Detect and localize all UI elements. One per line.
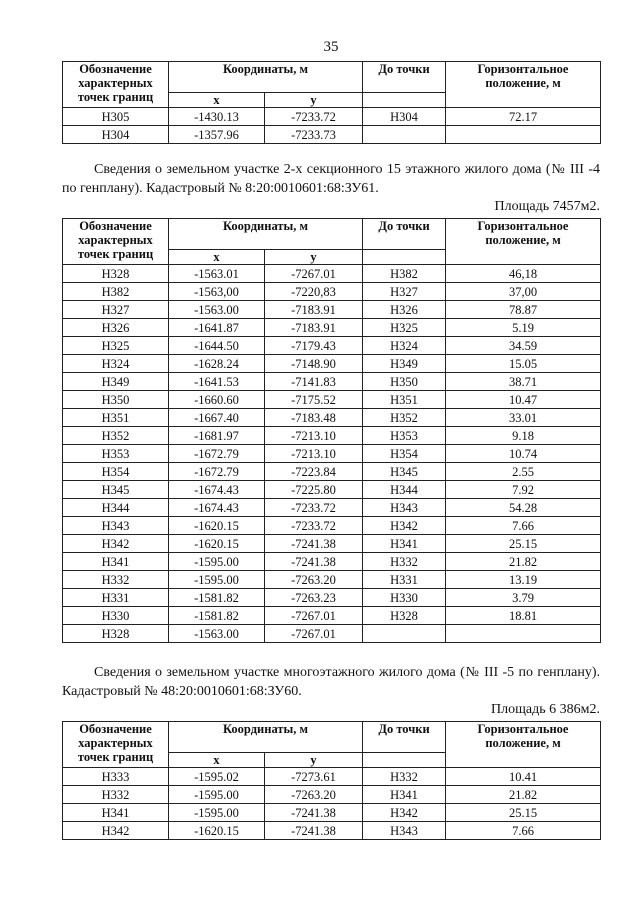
table-row [63,319,601,337]
cell-point: Н341 [63,804,169,822]
cell-x: -1674.43 [169,499,265,517]
cell-to-point: Н327 [363,283,446,301]
cell-point: Н332 [63,571,169,589]
cell-to-point: Н345 [363,463,446,481]
cell-distance: 46,18 [446,265,601,283]
cell-x: -1644.50 [169,337,265,355]
plot-area-2: Площадь 6 386м2. [491,702,600,717]
cell-point: Н304 [63,126,169,144]
header-x: x [169,250,265,265]
cell-y: -7223.84 [265,463,363,481]
cell-distance: 18.81 [446,607,601,625]
cell-point: Н333 [63,768,169,786]
table-row [63,625,601,643]
table-row [63,427,601,445]
header-designation: Обозначение характерных точек границ [63,62,169,108]
cell-point: Н330 [63,607,169,625]
cell-to-point: Н341 [363,535,446,553]
cell-distance: 7.66 [446,822,601,840]
header-horizontal: Горизонтальное положение, м [446,219,601,265]
cell-y: -7267.01 [265,607,363,625]
cell-point: Н327 [63,301,169,319]
cell-y: -7273.61 [265,768,363,786]
header-to-point: До точки [363,219,446,250]
page-number: 35 [323,39,339,55]
cell-x: -1595.00 [169,804,265,822]
header-horizontal: Горизонтальное положение, м [446,62,601,108]
table-row [63,337,601,355]
cell-y: -7241.38 [265,804,363,822]
plot-area-1: Площадь 7457м2. [494,199,600,214]
table-row [63,301,601,319]
cell-x: -1667.40 [169,409,265,427]
cell-distance: 9.18 [446,427,601,445]
cell-to-point: Н330 [363,589,446,607]
cell-to-point: Н332 [363,768,446,786]
table-row [63,535,601,553]
table-row [63,517,601,535]
cell-y: -7220,83 [265,283,363,301]
cell-y: -7233.72 [265,517,363,535]
cell-point: Н344 [63,499,169,517]
header-y: y [265,753,363,768]
cell-y: -7263.20 [265,571,363,589]
cell-distance [446,625,601,643]
cell-to-point: Н304 [363,108,446,126]
header-empty [363,753,446,768]
cell-y: -7213.10 [265,445,363,463]
cell-x: -1660.60 [169,391,265,409]
cell-distance: 10.41 [446,768,601,786]
cell-to-point: Н331 [363,571,446,589]
cell-distance: 2.55 [446,463,601,481]
cell-distance: 21.82 [446,553,601,571]
cell-to-point: Н341 [363,786,446,804]
document-page [62,0,600,840]
cell-to-point: Н353 [363,427,446,445]
cell-x: -1620.15 [169,517,265,535]
cell-point: Н332 [63,786,169,804]
cell-point: Н342 [63,822,169,840]
table-row [63,283,601,301]
cell-point: Н342 [63,535,169,553]
cell-point: Н350 [63,391,169,409]
header-y: y [265,250,363,265]
table-row [63,126,601,144]
cell-y: -7175.52 [265,391,363,409]
table-row [63,822,601,840]
cell-point: Н354 [63,463,169,481]
table-row [63,265,601,283]
header-to-point: До точки [363,62,446,93]
plot-description-1: Сведения о земельном участке 2-х секционного 15 этажного жилого дома (№ III -4 по генплану). Кадастровый № 8:20:0010601:68:ЗУ61. [62,162,600,196]
cell-point: Н353 [63,445,169,463]
cell-point: Н341 [63,553,169,571]
cell-distance: 34.59 [446,337,601,355]
cell-point: Н349 [63,373,169,391]
cell-y: -7179.43 [265,337,363,355]
cell-y: -7183.48 [265,409,363,427]
table-row [63,768,601,786]
header-coordinates: Координаты, м [169,62,363,93]
cell-distance: 10.47 [446,391,601,409]
cell-distance: 72.17 [446,108,601,126]
table-row [63,445,601,463]
coordinates-table-1 [62,61,601,144]
cell-x: -1563.00 [169,301,265,319]
cell-y: -7233.72 [265,499,363,517]
cell-x: -1595.00 [169,553,265,571]
cell-to-point: Н324 [363,337,446,355]
cell-y: -7263.20 [265,786,363,804]
cell-x: -1674.43 [169,481,265,499]
header-y: y [265,93,363,108]
cell-distance: 21.82 [446,786,601,804]
table-row [63,589,601,607]
cell-point: Н382 [63,283,169,301]
cell-to-point: Н342 [363,517,446,535]
table-row [63,355,601,373]
cell-x: -1357.96 [169,126,265,144]
cell-distance: 7.92 [446,481,601,499]
cell-to-point: Н326 [363,301,446,319]
table-row [63,804,601,822]
cell-to-point [363,126,446,144]
cell-x: -1595.00 [169,571,265,589]
cell-to-point: Н351 [363,391,446,409]
table-row [63,391,601,409]
cell-x: -1620.15 [169,822,265,840]
header-coordinates: Координаты, м [169,219,363,250]
cell-point: Н328 [63,625,169,643]
cell-x: -1681.97 [169,427,265,445]
cell-x: -1620.15 [169,535,265,553]
cell-y: -7263.23 [265,589,363,607]
cell-x: -1672.79 [169,445,265,463]
cell-y: -7241.38 [265,553,363,571]
cell-y: -7241.38 [265,535,363,553]
cell-y: -7213.10 [265,427,363,445]
header-empty [363,93,446,108]
header-designation: Обозначение характерных точек границ [63,722,169,768]
cell-x: -1628.24 [169,355,265,373]
cell-y: -7267.01 [265,625,363,643]
table-row [63,786,601,804]
cell-distance: 5.19 [446,319,601,337]
cell-point: Н345 [63,481,169,499]
cell-distance: 78.87 [446,301,601,319]
cell-y: -7183.91 [265,319,363,337]
header-x: x [169,93,265,108]
table-row [63,108,601,126]
cell-y: -7241.38 [265,822,363,840]
cell-point: Н326 [63,319,169,337]
cell-distance: 38.71 [446,373,601,391]
cell-distance: 54.28 [446,499,601,517]
plot-description-2: Сведения о земельном участке многоэтажного жилого дома (№ III -5 по генплану). Кадастровый № 48:20:0010601:68:ЗУ60. [62,665,600,699]
cell-point: Н343 [63,517,169,535]
table-row [63,607,601,625]
header-designation: Обозначение характерных точек границ [63,219,169,265]
cell-to-point: Н332 [363,553,446,571]
table-row [63,499,601,517]
cell-to-point: Н382 [363,265,446,283]
cell-distance: 33.01 [446,409,601,427]
cell-x: -1595.02 [169,768,265,786]
cell-point: Н352 [63,427,169,445]
cell-to-point: Н325 [363,319,446,337]
cell-x: -1563,00 [169,283,265,301]
table-row [63,373,601,391]
cell-distance: 13.19 [446,571,601,589]
cell-point: Н325 [63,337,169,355]
header-to-point: До точки [363,722,446,753]
header-coordinates: Координаты, м [169,722,363,753]
cell-to-point: Н349 [363,355,446,373]
cell-to-point: Н354 [363,445,446,463]
cell-x: -1581.82 [169,589,265,607]
cell-distance [446,126,601,144]
cell-point: Н351 [63,409,169,427]
cell-distance: 25.15 [446,804,601,822]
table-row [63,571,601,589]
cell-distance: 10.74 [446,445,601,463]
table-row [63,481,601,499]
cell-x: -1563.00 [169,625,265,643]
cell-to-point: Н343 [363,822,446,840]
cell-to-point: Н344 [363,481,446,499]
cell-to-point: Н343 [363,499,446,517]
cell-x: -1672.79 [169,463,265,481]
cell-distance: 15.05 [446,355,601,373]
header-empty [363,250,446,265]
cell-distance: 25.15 [446,535,601,553]
header-x: x [169,753,265,768]
cell-x: -1595.00 [169,786,265,804]
cell-y: -7233.72 [265,108,363,126]
cell-y: -7267.01 [265,265,363,283]
cell-x: -1430.13 [169,108,265,126]
cell-y: -7183.91 [265,301,363,319]
cell-distance: 7.66 [446,517,601,535]
cell-point: Н305 [63,108,169,126]
table-row [63,553,601,571]
coordinates-table-3 [62,721,601,840]
cell-point: Н328 [63,265,169,283]
cell-y: -7225.80 [265,481,363,499]
cell-x: -1641.53 [169,373,265,391]
cell-to-point: Н352 [363,409,446,427]
cell-point: Н331 [63,589,169,607]
cell-y: -7141.83 [265,373,363,391]
cell-y: -7233.73 [265,126,363,144]
header-horizontal: Горизонтальное положение, м [446,722,601,768]
cell-x: -1581.82 [169,607,265,625]
cell-x: -1641.87 [169,319,265,337]
cell-to-point: Н350 [363,373,446,391]
coordinates-table-2 [62,218,601,643]
cell-y: -7148.90 [265,355,363,373]
table-row [63,409,601,427]
cell-to-point: Н342 [363,804,446,822]
cell-to-point: Н328 [363,607,446,625]
cell-distance: 3.79 [446,589,601,607]
cell-to-point [363,625,446,643]
cell-point: Н324 [63,355,169,373]
cell-x: -1563.01 [169,265,265,283]
table-row [63,463,601,481]
cell-distance: 37,00 [446,283,601,301]
